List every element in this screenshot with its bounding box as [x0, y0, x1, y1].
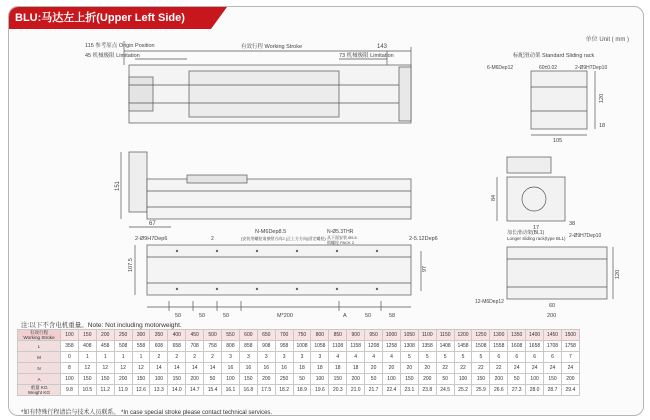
table-cell: 18 [293, 363, 311, 374]
table-cell: 100 [454, 374, 472, 385]
right-d105: 105 [553, 138, 563, 144]
bottom-dim-97: 97 [422, 265, 428, 272]
table-cell: 908 [257, 341, 275, 352]
table-cell: 150 [96, 374, 114, 385]
bottom-m200: M*200 [277, 313, 293, 319]
table-cell: 1708 [544, 341, 562, 352]
row-header-line: 有效行程 [29, 330, 49, 335]
table-cell: 200 [186, 374, 204, 385]
table-row-L [18, 341, 580, 352]
table-cell: 150 [472, 374, 490, 385]
table-cell: 1450 [544, 330, 562, 341]
table-cell: 12 [78, 363, 96, 374]
table-cell: 100 [311, 374, 329, 385]
right-d18: 18 [599, 123, 606, 129]
table-cell: 750 [293, 330, 311, 341]
table-row-M [18, 352, 580, 363]
table-cell: 2 [150, 352, 168, 363]
table-cell: 650 [257, 330, 275, 341]
table-cell: 1350 [508, 330, 526, 341]
table-cell: 21.0 [347, 385, 365, 396]
row-header-N: N [18, 363, 61, 374]
table-cell: 1200 [454, 330, 472, 341]
table-cell: 1400 [526, 330, 544, 341]
right-top-view [531, 71, 595, 135]
table-cell: 28.0 [526, 385, 544, 396]
right-d120: 120 [599, 93, 605, 103]
bottom-d50d: 50 [365, 313, 372, 319]
table-cell: 27.3 [508, 385, 526, 396]
table-cell: 758 [204, 341, 222, 352]
table-cell: 100 [150, 374, 168, 385]
working-stroke-label: 有效行程 Working Stroke [241, 44, 303, 50]
table-cell: 1 [114, 352, 132, 363]
table-cell: 200 [347, 374, 365, 385]
table-cell: 1358 [418, 341, 436, 352]
table-cell: 1408 [436, 341, 454, 352]
right-long-d120: 120 [615, 269, 621, 279]
table-cell: 708 [186, 341, 204, 352]
bottom-view [135, 245, 421, 311]
right-long-hole-c: 2-Ø9H7Dep10 [569, 233, 602, 239]
weight-note: 注:以下不含电机重量。Note: Not including motorweight. [21, 322, 182, 329]
table-cell: 50 [508, 374, 526, 385]
table-cell: 23.8 [418, 385, 436, 396]
table-cell: 1 [132, 352, 150, 363]
table-cell: 29.4 [561, 385, 579, 396]
table-cell: 16.1 [222, 385, 240, 396]
spec-sheet [8, 6, 644, 416]
bottom-d50a: 50 [175, 313, 182, 319]
side-dim-67: 67 [149, 221, 156, 227]
table-cell: 20 [365, 363, 383, 374]
table-cell: 10.5 [78, 385, 96, 396]
table-cell: 250 [275, 374, 293, 385]
table-cell: 1050 [400, 330, 418, 341]
table-cell: 408 [78, 341, 96, 352]
table-cell: 1158 [347, 341, 365, 352]
table-cell: 4 [383, 352, 401, 363]
bottom-note-n2: 从下面安装 Ø5.5 [327, 235, 357, 240]
table-cell: 14 [168, 363, 186, 374]
table-cell: 24 [544, 363, 562, 374]
table-cell: 608 [150, 341, 168, 352]
table-cell: 700 [275, 330, 293, 341]
bottom-a: A [343, 313, 347, 319]
table-cell: 50 [293, 374, 311, 385]
right-hole-c: 2-Ø9H7Dep10 [575, 65, 608, 71]
right-hole-a: 6-M6Dep12 [487, 65, 514, 71]
table-cell: 5 [454, 352, 472, 363]
table-cell: 200 [96, 330, 114, 341]
table-cell: 1608 [508, 341, 526, 352]
row-header-line: Working Stroke [23, 335, 55, 340]
table-cell: 1258 [383, 341, 401, 352]
table-cell: 21.7 [365, 385, 383, 396]
bottom-d58: 58 [389, 313, 396, 319]
table-cell: 1108 [329, 341, 347, 352]
table-cell: 6 [508, 352, 526, 363]
bottom-hole-left: 2-Ø9H7Dep6 [135, 236, 168, 242]
table-cell: 800 [311, 330, 329, 341]
table-cell: 5 [418, 352, 436, 363]
title-tab: BLU:马达左上折(Upper Left Side) [9, 7, 211, 29]
table-cell: 150 [168, 374, 186, 385]
side-view [121, 152, 411, 227]
table-cell: 3 [239, 352, 257, 363]
table-cell: 18 [311, 363, 329, 374]
table-cell: 4 [347, 352, 365, 363]
table-cell: 450 [186, 330, 204, 341]
table-cell: 6 [526, 352, 544, 363]
bottom-d50c: 50 [223, 313, 230, 319]
table-cell: 20 [383, 363, 401, 374]
table-cell: 20.3 [329, 385, 347, 396]
table-cell: 18 [347, 363, 365, 374]
table-cell: 14.7 [186, 385, 204, 396]
table-cell: 100 [61, 330, 79, 341]
table-cell: 1000 [383, 330, 401, 341]
table-cell: 1500 [561, 330, 579, 341]
table-cell: 24 [508, 363, 526, 374]
table-cell: 200 [418, 374, 436, 385]
table-cell: 850 [329, 330, 347, 341]
table-cell: 23.1 [400, 385, 418, 396]
table-row-A [18, 374, 580, 385]
row-header-stroke [18, 330, 61, 341]
bottom-note-pack: 锁螺栓 PACK 2 [327, 240, 355, 245]
table-cell: 250 [114, 330, 132, 341]
table-cell: 24 [561, 363, 579, 374]
table-cell: 18 [329, 363, 347, 374]
table-cell: 12 [96, 363, 114, 374]
table-cell: 16.8 [239, 385, 257, 396]
table-cell: 1 [78, 352, 96, 363]
table-row-N [18, 363, 580, 374]
table-cell: 1300 [490, 330, 508, 341]
table-cell: 200 [490, 374, 508, 385]
right-long-label: 加长滑动架(BL1) [507, 230, 545, 236]
table-cell: 50 [204, 374, 222, 385]
table-cell: 500 [204, 330, 222, 341]
right-d38: 38 [569, 221, 576, 227]
bottom-d50b: 50 [199, 313, 206, 319]
table-cell: 458 [96, 341, 114, 352]
table-cell: 358 [61, 341, 79, 352]
table-cell: 4 [329, 352, 347, 363]
table-cell: 12.6 [132, 385, 150, 396]
row-header-M: M [18, 352, 61, 363]
table-cell: 5 [436, 352, 454, 363]
table-cell: 18.2 [275, 385, 293, 396]
table-cell: 25.2 [454, 385, 472, 396]
right-long-hole-a: 12-M6Dep12 [475, 299, 504, 305]
table-cell: 150 [132, 374, 150, 385]
table-cell: 15.4 [204, 385, 222, 396]
table-cell: 14.0 [168, 385, 186, 396]
table-cell: 25.9 [472, 385, 490, 396]
table-cell: 150 [239, 374, 257, 385]
table-cell: 1558 [490, 341, 508, 352]
table-cell: 14 [150, 363, 168, 374]
table-cell: 14 [186, 363, 204, 374]
table-row-stroke [18, 330, 580, 341]
table-cell: 1008 [293, 341, 311, 352]
table-cell: 22 [472, 363, 490, 374]
table-cell: 0 [61, 352, 79, 363]
bottom-hole-right: 2-5.12Dep6 [409, 236, 438, 242]
table-cell: 100 [222, 374, 240, 385]
table-cell: 13.3 [150, 385, 168, 396]
table-cell: 1508 [472, 341, 490, 352]
table-cell: 150 [400, 374, 418, 385]
table-cell: 100 [526, 374, 544, 385]
table-cell: 558 [132, 341, 150, 352]
table-cell: 17.5 [257, 385, 275, 396]
table-cell: 22 [436, 363, 454, 374]
table-cell: 5 [472, 352, 490, 363]
bottom-width: 107.5 [128, 258, 134, 272]
table-cell: 11.9 [114, 385, 132, 396]
table-cell: 3 [222, 352, 240, 363]
bottom-note-n: N-Ø5.3THR [327, 229, 354, 235]
table-cell: 150 [78, 374, 96, 385]
table-cell: 9.8 [61, 385, 79, 396]
table-row-weight [18, 385, 580, 396]
table-cell: 16 [239, 363, 257, 374]
row-header-line: 重量 KG [30, 385, 48, 390]
table-cell: 658 [168, 341, 186, 352]
table-cell: 12 [114, 363, 132, 374]
table-cell: 4 [365, 352, 383, 363]
table-cell: 8 [61, 363, 79, 374]
right-rack-label: 标配滑动架 Standard Sliding rack [513, 53, 595, 59]
table-cell: 24.5 [436, 385, 454, 396]
side-height: 151 [115, 180, 121, 191]
table-cell: 400 [168, 330, 186, 341]
table-cell: 600 [239, 330, 257, 341]
row-header-A: A [18, 374, 61, 385]
table-cell: 50 [436, 374, 454, 385]
table-cell: 1458 [454, 341, 472, 352]
right-d84: 84 [491, 194, 497, 201]
left-limit-label: 45 机械极限 Limitation [85, 53, 140, 59]
row-header-line: Weight KG [27, 390, 51, 395]
table-cell: 1250 [472, 330, 490, 341]
table-cell: 20 [418, 363, 436, 374]
table-cell: 200 [257, 374, 275, 385]
table-cell: 150 [544, 374, 562, 385]
table-cell: 6 [490, 352, 508, 363]
table-cell: 24 [526, 363, 544, 374]
table-cell: 12 [132, 363, 150, 374]
right-long-label-en: Longer sliding rack(type BL1) [507, 236, 566, 241]
table-cell: 1 [96, 352, 114, 363]
table-cell: 1208 [365, 341, 383, 352]
table-cell: 28.7 [544, 385, 562, 396]
table-cell: 300 [132, 330, 150, 341]
table-cell: 350 [150, 330, 168, 341]
table-cell: 1150 [436, 330, 454, 341]
right-d17: 17 [533, 225, 540, 231]
table-cell: 2 [204, 352, 222, 363]
bottom-note-cn: (安装用螺栓请参照方向2 (正上方方向)固定螺栓) [241, 236, 326, 241]
table-cell: 1100 [418, 330, 436, 341]
table-cell: 19.6 [311, 385, 329, 396]
table-cell: 1058 [311, 341, 329, 352]
table-cell: 808 [222, 341, 240, 352]
table-cell: 16 [275, 363, 293, 374]
table-cell: 550 [222, 330, 240, 341]
right-long-rack [507, 247, 613, 299]
bottom-hole-mid: N-M6Dep8.5 [255, 229, 287, 235]
table-cell: 858 [239, 341, 257, 352]
row-header-L: L [18, 341, 61, 352]
table-cell: 22 [454, 363, 472, 374]
table-cell: 200 [561, 374, 579, 385]
table-cell: 3 [311, 352, 329, 363]
table-cell: 3 [293, 352, 311, 363]
table-cell: 5 [400, 352, 418, 363]
table-cell: 22.4 [383, 385, 401, 396]
table-cell: 900 [347, 330, 365, 341]
dim-143: 143 [377, 44, 388, 50]
right-limit-label: 73 机械极限 Limitation [339, 53, 394, 59]
table-cell: 200 [114, 374, 132, 385]
bottom-dim-2: 2 [211, 236, 214, 242]
table-cell: 16 [257, 363, 275, 374]
unit-label: 单位 Unit ( mm ) [585, 37, 629, 43]
table-cell: 100 [383, 374, 401, 385]
table-cell: 150 [329, 374, 347, 385]
table-cell: 20 [400, 363, 418, 374]
table-cell: 6 [544, 352, 562, 363]
table-cell: 950 [365, 330, 383, 341]
table-cell: 150 [78, 330, 96, 341]
right-long-d60: 60 [549, 303, 556, 309]
table-cell: 1758 [561, 341, 579, 352]
table-cell: 7 [561, 352, 579, 363]
table-cell: 3 [275, 352, 293, 363]
table-cell: 16 [222, 363, 240, 374]
right-end-view [497, 157, 565, 221]
spec-table [17, 329, 580, 396]
table-cell: 3 [257, 352, 275, 363]
table-cell: 1308 [400, 341, 418, 352]
table-cell: 18.9 [293, 385, 311, 396]
table-cell: 100 [61, 374, 79, 385]
table-cell: 2 [168, 352, 186, 363]
table-cell: 26.6 [490, 385, 508, 396]
row-header-weight [18, 385, 61, 396]
table-cell: 50 [365, 374, 383, 385]
table-cell: 22 [490, 363, 508, 374]
table-cell: 508 [114, 341, 132, 352]
table-cell: 958 [275, 341, 293, 352]
right-hole-b: 60±0.02 [539, 65, 558, 71]
right-long-d200: 200 [547, 313, 557, 319]
footnote: *如有特殊行程请洽与技术人员联系。 *In case special stroke please contact technical services. [21, 410, 273, 416]
origin-label: 115 参考原点 Origin Position [85, 43, 155, 49]
table-cell: 2 [186, 352, 204, 363]
table-cell: 14 [204, 363, 222, 374]
table-cell: 1658 [526, 341, 544, 352]
table-cell: 11.2 [96, 385, 114, 396]
